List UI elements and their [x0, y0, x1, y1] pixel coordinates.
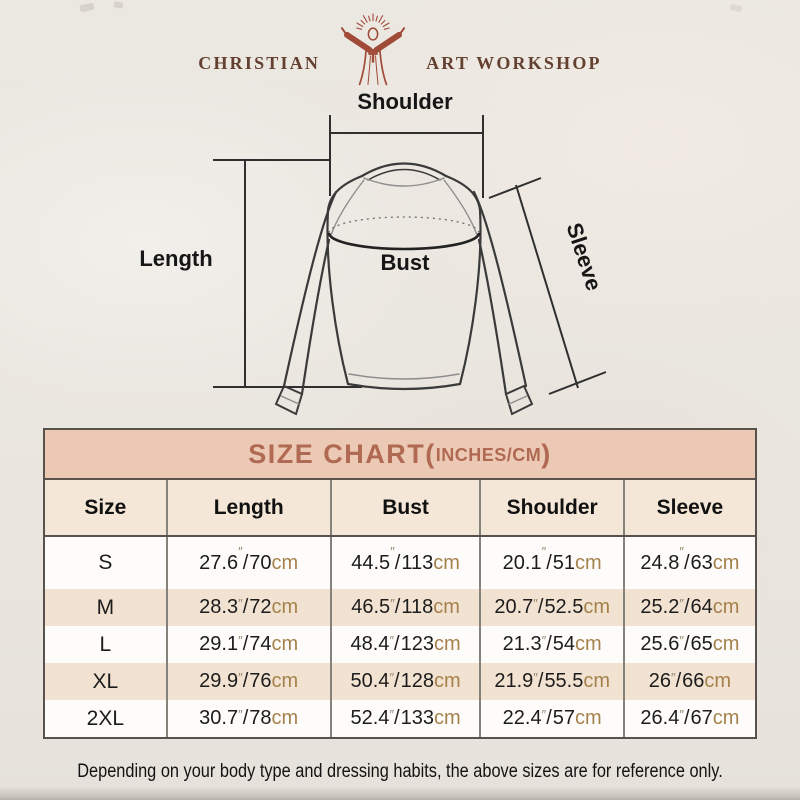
cm-label: cm	[271, 551, 299, 574]
unit-separator: /	[242, 596, 249, 618]
cm-label: cm	[575, 633, 602, 655]
inch-mark: ″	[541, 633, 546, 648]
cm-value: 113	[401, 551, 434, 574]
sleeve-cell	[623, 626, 755, 663]
size-cell	[45, 589, 166, 626]
unit-separator: /	[683, 707, 690, 729]
cm-value: 55.5	[544, 670, 584, 692]
length-cell	[166, 589, 330, 626]
size-table-rows	[45, 537, 755, 737]
halo-rays	[357, 14, 389, 29]
table-row-xl	[45, 663, 755, 700]
inches-value: 21.9	[494, 670, 534, 692]
cm-label: cm	[271, 633, 299, 655]
title-units: INCHES/CM	[435, 445, 542, 465]
unit-separator: /	[394, 633, 400, 655]
shoulder-cell	[479, 626, 622, 663]
inch-mark: ″	[679, 633, 683, 648]
size-value: 2XL	[86, 706, 125, 730]
unit-separator: /	[683, 596, 690, 618]
size-value: M	[96, 595, 115, 619]
sleeve-cell	[623, 589, 755, 626]
size-cell	[45, 700, 166, 737]
cm-label: cm	[704, 670, 732, 692]
inch-mark: ″	[389, 670, 394, 685]
inches-value: 26	[648, 670, 671, 692]
bust-line-dotted	[329, 217, 479, 233]
cm-label: cm	[433, 633, 461, 655]
cm-label: cm	[712, 596, 740, 618]
unit-separator: /	[675, 670, 682, 692]
cm-label: cm	[271, 670, 299, 692]
cm-label: cm	[433, 670, 461, 692]
inch-mark: ″	[533, 670, 537, 685]
length-cell	[166, 700, 330, 737]
inches-value: 20.7	[494, 596, 534, 618]
bust-cell	[330, 537, 480, 589]
inches-value: 29.1	[199, 633, 239, 655]
column-header-size: Size	[84, 495, 127, 519]
cm-value: 76	[249, 670, 272, 692]
inches-value: 28.3	[199, 596, 239, 618]
bust-line-solid	[329, 233, 479, 249]
table-row-2xl	[45, 700, 755, 737]
inches-value: 21.3	[502, 633, 542, 655]
unit-separator: /	[683, 633, 690, 655]
inches-value: 25.6	[640, 633, 680, 655]
cm-label: cm	[575, 551, 602, 574]
inch-mark: ″	[238, 707, 242, 722]
sleeve-cell	[623, 537, 755, 589]
sweater-outline	[276, 164, 532, 415]
size-cell	[45, 626, 166, 663]
cm-value: 74	[249, 633, 272, 655]
shoulder-cell	[479, 663, 622, 700]
cm-label: cm	[271, 707, 299, 729]
cm-value: 57	[552, 707, 576, 729]
brand-name-left: CHRISTIAN	[198, 52, 321, 73]
size-value: XL	[92, 669, 119, 693]
inch-mark: ″	[389, 633, 394, 648]
sleeve-cell	[623, 663, 755, 700]
cm-value: 65	[690, 633, 713, 655]
cm-value: 133	[400, 707, 434, 729]
inches-value: 29.9	[199, 670, 239, 692]
shoulder-cell	[479, 700, 622, 737]
column-header-sleeve: Sleeve	[623, 480, 755, 535]
unit-separator: /	[394, 596, 401, 618]
column-header-bust: Bust	[330, 480, 480, 535]
bust-label: Bust	[380, 250, 430, 275]
unit-separator: /	[394, 670, 400, 692]
cm-value: 78	[249, 707, 272, 729]
cm-value: 123	[400, 633, 434, 655]
size-chart-title	[45, 430, 755, 480]
cm-label: cm	[712, 633, 740, 655]
cm-label: cm	[433, 596, 460, 618]
brand-logo	[0, 10, 800, 90]
inches-value: 24.8	[640, 551, 680, 574]
inches-value: 50.4	[350, 670, 390, 692]
inch-mark: ″	[238, 596, 242, 611]
inch-mark: ″	[238, 670, 242, 685]
inch-mark: ″	[238, 544, 242, 559]
length-label: Length	[139, 246, 213, 271]
table-row-m	[45, 589, 755, 626]
inches-value: 26.4	[640, 707, 680, 729]
column-header-length: Length	[166, 480, 330, 535]
size-value: L	[99, 632, 112, 656]
cm-label: cm	[583, 596, 611, 618]
length-dimension-line	[213, 160, 362, 387]
table-row-l	[45, 626, 755, 663]
inch-mark: ″	[670, 670, 675, 685]
inch-mark: ″	[541, 707, 546, 722]
bust-cell	[330, 626, 480, 663]
cm-value: 51	[552, 551, 576, 574]
unit-separator: /	[242, 551, 249, 574]
unit-separator: /	[546, 707, 552, 729]
cm-value: 63	[690, 551, 713, 574]
sleeve-cell	[623, 700, 755, 737]
length-cell	[166, 537, 330, 589]
cm-label: cm	[575, 707, 602, 729]
inches-value: 52.4	[350, 707, 390, 729]
unit-separator: /	[242, 670, 249, 692]
cm-label: cm	[433, 551, 460, 574]
unit-separator: /	[537, 670, 544, 692]
size-table-header-row	[45, 480, 755, 537]
inches-value: 46.5	[351, 596, 391, 618]
size-cell	[45, 663, 166, 700]
inches-value: 30.7	[199, 707, 239, 729]
cm-label: cm	[712, 707, 740, 729]
shoulder-label: Shoulder	[357, 89, 453, 114]
size-value: S	[98, 551, 113, 574]
cm-value: 66	[682, 670, 705, 692]
photo-bottom-edge	[0, 786, 800, 800]
cm-value: 52.5	[544, 596, 584, 618]
inch-mark: ″	[679, 707, 683, 722]
cm-label: cm	[712, 551, 740, 574]
unit-separator: /	[394, 707, 400, 729]
inch-mark: ″	[533, 596, 537, 611]
robe	[360, 47, 367, 84]
bust-cell	[330, 589, 480, 626]
sleeve-label: Sleeve	[561, 219, 607, 294]
title-main: SIZE CHART(	[248, 438, 436, 469]
inch-mark: ″	[679, 544, 683, 559]
unit-separator: /	[242, 633, 249, 655]
inch-mark: ″	[390, 596, 394, 611]
bust-cell	[330, 663, 480, 700]
unit-separator: /	[683, 551, 690, 574]
jesus-with-rays-icon	[331, 11, 415, 89]
cm-label: cm	[433, 707, 461, 729]
cm-value: 67	[690, 707, 713, 729]
table-row-s	[45, 537, 755, 589]
inches-value: 20.1	[502, 551, 542, 574]
inches-value: 25.2	[640, 596, 680, 618]
cm-value: 64	[690, 596, 713, 618]
inch-mark: ″	[238, 633, 242, 648]
bust-cell	[330, 700, 480, 737]
unit-separator: /	[546, 633, 552, 655]
cm-value: 54	[552, 633, 576, 655]
inches-value: 27.6	[199, 551, 239, 574]
sweater-measurement-diagram	[0, 88, 800, 428]
shoulder-cell	[479, 537, 622, 589]
inch-mark: ″	[389, 707, 394, 722]
head	[368, 28, 377, 40]
size-chart-table	[43, 428, 757, 739]
cm-value: 72	[249, 596, 272, 618]
inches-value: 22.4	[502, 707, 542, 729]
reference-note: Depending on your body type and dressing habits, the above sizes are for reference only.	[77, 761, 723, 782]
title-close-paren: )	[541, 438, 552, 469]
cm-value: 128	[400, 670, 434, 692]
unit-separator: /	[242, 707, 249, 729]
shoulder-cell	[479, 589, 622, 626]
paper-texture-mark	[114, 1, 124, 8]
inch-mark: ″	[541, 544, 546, 559]
inches-value: 44.5	[351, 551, 391, 574]
inches-value: 48.4	[350, 633, 390, 655]
size-cell	[45, 537, 166, 589]
unit-separator: /	[546, 551, 552, 574]
cm-label: cm	[271, 596, 299, 618]
brand-name-right: ART WORKSHOP	[426, 52, 602, 73]
inch-mark: ″	[679, 596, 683, 611]
unit-separator: /	[537, 596, 544, 618]
unit-separator: /	[394, 551, 401, 574]
cm-value: 118	[401, 596, 434, 618]
cm-label: cm	[583, 670, 611, 692]
inch-mark: ″	[390, 544, 394, 559]
column-header-shoulder: Shoulder	[479, 480, 622, 535]
length-cell	[166, 626, 330, 663]
cm-value: 70	[249, 551, 272, 574]
length-cell	[166, 663, 330, 700]
